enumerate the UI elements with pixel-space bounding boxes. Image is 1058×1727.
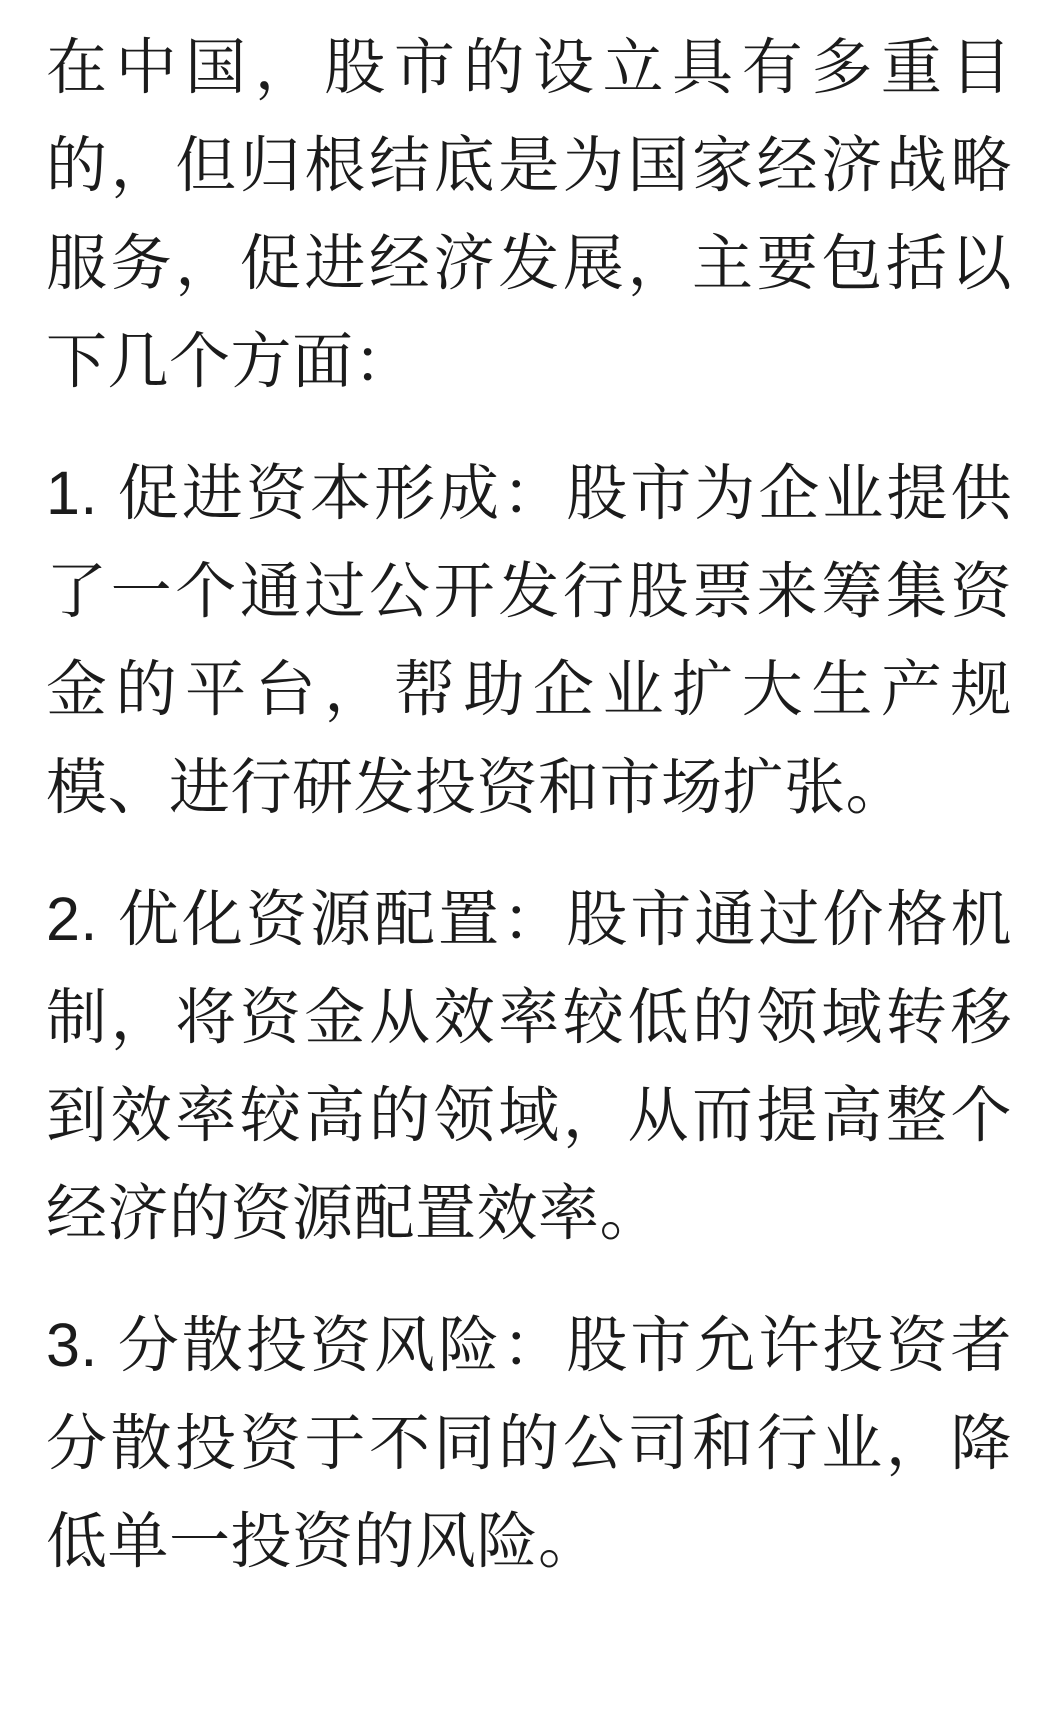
paragraph-point-2: 2. 优化资源配置：股市通过价格机制，将资金从效率较低的领域转移到效率较高的领域，从而提高整个经济的资源配置效率。 <box>46 885 1012 1247</box>
paragraph-point-3: 3. 分散投资风险：股市允许投资者分散投资于不同的公司和行业，降低单一投资的风险。 <box>46 1311 1012 1575</box>
paragraph-point-1: 1. 促进资本形成：股市为企业提供了一个通过公开发行股票来筹集资金的平台，帮助企业扩大生产规模、进行研发投资和市场扩张。 <box>46 459 1012 821</box>
paragraph-intro: 在中国，股市的设立具有多重目的，但归根结底是为国家经济战略服务，促进经济发展，主要包括以下几个方面： <box>46 33 1012 395</box>
